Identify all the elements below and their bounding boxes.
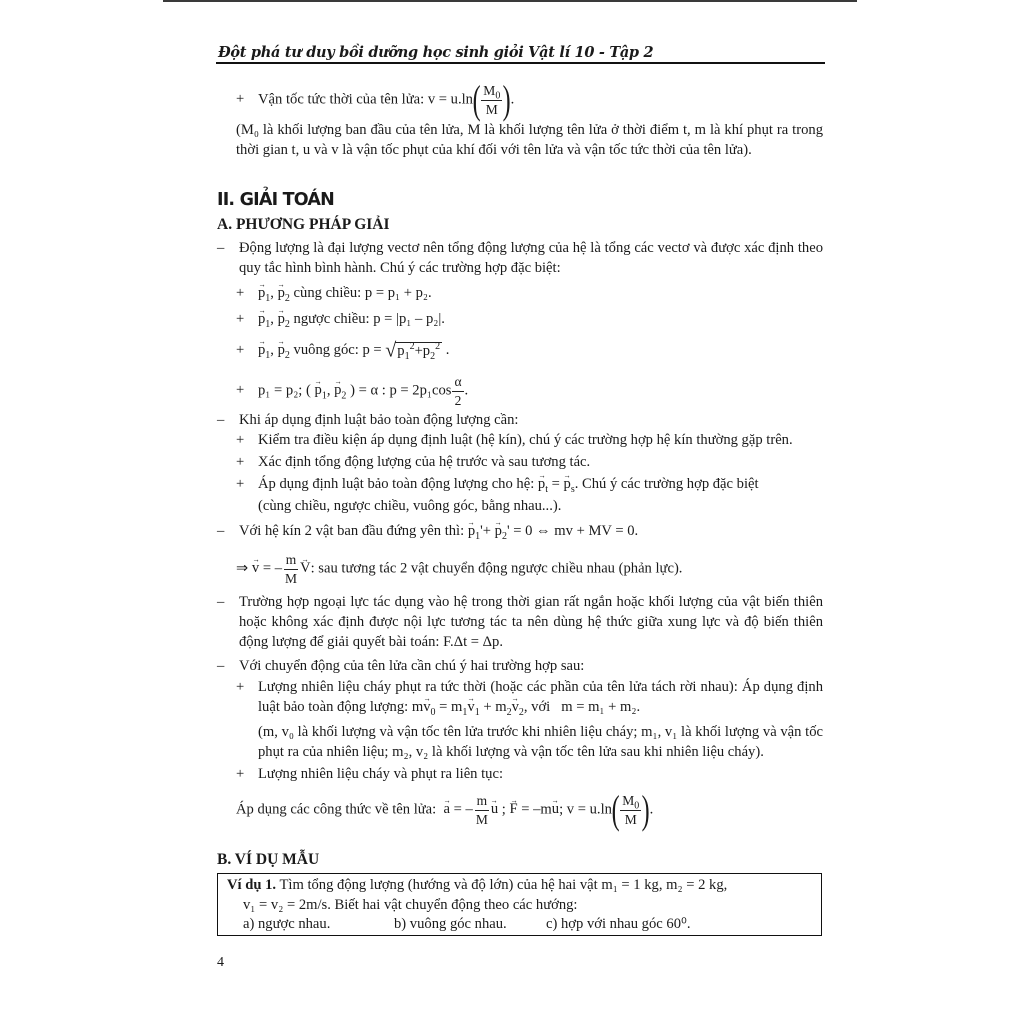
left-paren: ( <box>472 77 481 122</box>
sqrt-icon: √ <box>385 339 397 362</box>
item-text: Động lượng là đại lượng vectơ nên tổng động lượng của hệ là tổng các vectơ và được xác định theo quy tắc hình bình hành. Chú ý các trường hợp đặc biệt: <box>239 240 823 276</box>
section-title: II. GIẢI TOÁN <box>217 190 334 210</box>
fraction-alpha-over-2: $\frac{\alpha}{2}$ <box>454 374 462 408</box>
period: . <box>510 91 515 108</box>
example-1-line-1 <box>227 875 727 895</box>
case-label: p₁ = p₂; ( <box>258 382 311 399</box>
case-opposite-direction: +→ $p_1$, → $p_2$ ngược chiều: p = |p₁ – p₂|. <box>236 309 445 329</box>
formula-lhs: v = u.ln <box>427 91 473 108</box>
velocity-formula-line <box>236 77 515 122</box>
item-text: Với chuyển động của tên lửa cần chú ý hai trường hợp sau: <box>239 658 585 674</box>
header-rule <box>216 62 825 64</box>
item5-note: (m, v₀ là khối lượng và vận tốc tên lửa trước khi nhiên liệu cháy; m₁, v₁ là khối lượng và vận tốc phụt ra của nhiên liệu; m₂, v₂ là khối lượng và vận tốc tên lửa sau khi nhiên liệu cháy). <box>258 724 823 760</box>
bullet: + <box>236 91 245 108</box>
fraction-m-over-M-2: $\frac{m}{M}$ <box>475 793 488 827</box>
right-paren: ) <box>502 77 511 122</box>
intro-note: (M₀ là khối lượng ban đầu của tên lửa, M là khối lượng tên lửa ở thời điểm t, m là khí phụt ra trong thời gian t, u và v là vận tốc phụt của khí đối với tên lửa và vận tốc tức thời của tên lửa). <box>236 122 823 158</box>
result-text: : sau tương tác 2 vật chuyển động ngược chiều nhau (phản lực). <box>310 560 683 577</box>
case-formula: ) = α : p = 2p₁cos <box>350 382 452 399</box>
sub-text: Lượng nhiên liệu cháy và phụt ra liên tục: <box>258 766 504 782</box>
part-a-title: A. PHƯƠNG PHÁP GIẢI <box>217 216 390 233</box>
impulse-formula: F.Δt = Δp. <box>443 634 504 650</box>
fraction-m0-over-m: $\frac{M_0}{M}$ <box>483 83 501 117</box>
item5-sub-1: + Lượng nhiên liệu cháy phụt ra tức thời (hoặc các phần của tên lửa tách rời nhau): Áp dụng định luật bảo toàn động lượng: $m\to v_0 = m_1\to v_1 + m_2\to v_2$, với m = m₁ + m₂. <box>236 677 823 717</box>
case-label: ngược chiều: <box>293 311 370 327</box>
rocket-formulas: Áp dụng các công thức về tên lửa: → a = – $\frac{m}{M}$ → u ; → F = –m→ u; v = u.ln( $\frac{M_0}{M}$ ). <box>236 790 653 830</box>
top-border <box>163 0 857 2</box>
item5-sub-2: + Lượng nhiên liệu cháy và phụt ra liên tục: <box>236 766 504 782</box>
fraction-m0-over-m-2: $\frac{M_0}{M}$ <box>622 793 640 827</box>
example-box <box>217 873 822 936</box>
sub-text: Xác định tổng động lượng của hệ trước và sau tương tác. <box>258 454 591 470</box>
sub-text: Lượng nhiên liệu cháy phụt ra tức thời (hoặc các phần của tên lửa tách rời nhau): Áp dụng định luật bảo toàn động lượng: <box>258 679 823 715</box>
item-text: Khi áp dụng định luật bảo toàn động lượng cần: <box>239 412 519 428</box>
example-option-a: a) ngược nhau. <box>243 916 331 932</box>
example-1-line-2: v₁ = v₂ = 2m/s. Biết hai vật chuyển động theo các hướng: <box>243 897 578 913</box>
running-header: Đột phá tư duy bồi dưỡng học sinh giỏi Vật lí 10 - Tập 2 <box>218 44 654 61</box>
case-equal-magnitude: + p₁ = p₂; ( → $p_1$, → $p_2$ ) = α : p = 2p₁cos $\frac{\alpha}{2}$ . <box>236 375 468 407</box>
dash-bullet: – <box>217 240 225 256</box>
case-label: cùng chiều: <box>293 285 362 301</box>
example-option-c: c) hợp với nhau góc 60⁰. <box>546 916 691 932</box>
item2-sub-3: + Áp dụng định luật bảo toàn động lượng cho hệ: → $p_t$ = → $p_s$. Chú ý các trường hợp đặc biệt <box>236 474 759 494</box>
case-same-direction: +→ $p_1$, → $p_2$ cùng chiều: p = p₁ + p₂. <box>236 283 432 303</box>
case-label: vuông góc: <box>293 342 359 358</box>
with-text: , với <box>523 699 551 715</box>
sub-text-cont: . Chú ý các trường hợp đặc biệt <box>574 476 759 492</box>
case-formula: p = |p₁ – p₂|. <box>373 311 445 327</box>
case-formula: p = p₁ + p₂. <box>364 285 432 301</box>
method-item-3: – Với hệ kín 2 vật ban đầu đứng yên thì: → $p_1'+ \to p_2' = 0$ ⇔ mv + MV = 0. <box>217 521 638 541</box>
item2-sub-2: + Xác định tổng động lượng của hệ trước và sau tương tác. <box>236 454 591 470</box>
item3-formula: = 0 ⇔ mv + MV = 0. <box>513 523 639 539</box>
item2-sub-1: + Kiểm tra điều kiện áp dụng định luật (hệ kín), chú ý các trường hợp hệ kín thường gặp trên. <box>236 432 793 448</box>
fraction-m-over-M: $\frac{m}{M}$ <box>285 552 298 586</box>
apply-text: Áp dụng các công thức về tên lửa: <box>236 801 437 818</box>
velocity-label: Vận tốc tức thời của tên lửa: <box>258 91 425 108</box>
sub-text: Áp dụng định luật bảo toàn động lượng cho hệ: <box>258 476 535 492</box>
page-number: 4 <box>217 955 224 970</box>
part-b-title: B. VÍ DỤ MẪU <box>217 851 320 868</box>
example-label: Ví dụ 1. <box>227 877 277 893</box>
method-item-1 <box>217 238 823 278</box>
mass-sum: m = m₁ + m₂. <box>561 699 641 715</box>
method-item-5: – Với chuyển động của tên lửa cần chú ý hai trường hợp sau: <box>217 658 585 674</box>
item-text: Trường hợp ngoại lực tác dụng vào hệ trong thời gian rất ngắn hoặc khối lượng của vật biến thiên hoặc không xác định được nội lực tương tác ta nên dùng hệ thức giữa xung lực và độ biến thiên động lượng để giải quyết bài toán: <box>239 594 823 650</box>
example-option-b: b) vuông góc nhau. <box>394 916 507 932</box>
method-item-3-result: ⇒ → v = – $\frac{m}{M}$ → V: sau tương tác 2 vật chuyển động ngược chiều nhau (phản lực). <box>236 553 682 585</box>
method-item-4: – Trường hợp ngoại lực tác dụng vào hệ trong thời gian rất ngắn hoặc khối lượng của vật biến thiên hoặc không xác định được nội lực tương tác ta nên dùng hệ thức giữa xung lực và độ biến thiên động lượng để giải quyết bài toán: F.Δt = Δp. <box>217 594 823 650</box>
case-formula: p = <box>362 342 386 358</box>
sub-text: Kiểm tra điều kiện áp dụng định luật (hệ kín), chú ý các trường hợp hệ kín thường gặp trên. <box>258 432 793 448</box>
item2-sub-3-cont: (cùng chiều, ngược chiều, vuông góc, bằng nhau...). <box>258 498 562 514</box>
example-text: Tìm tổng động lượng (hướng và độ lớn) của hệ hai vật m₁ = 1 kg, m₂ = 2 kg, <box>279 877 728 893</box>
item-text: Với hệ kín 2 vật ban đầu đứng yên thì: <box>239 523 465 539</box>
method-item-2: – Khi áp dụng định luật bảo toàn động lượng cần: <box>217 412 519 428</box>
case-perpendicular: +→ $p_1$, → $p_2$ vuông góc: $p = √p_1^2+p_2^2$ . <box>236 340 449 361</box>
